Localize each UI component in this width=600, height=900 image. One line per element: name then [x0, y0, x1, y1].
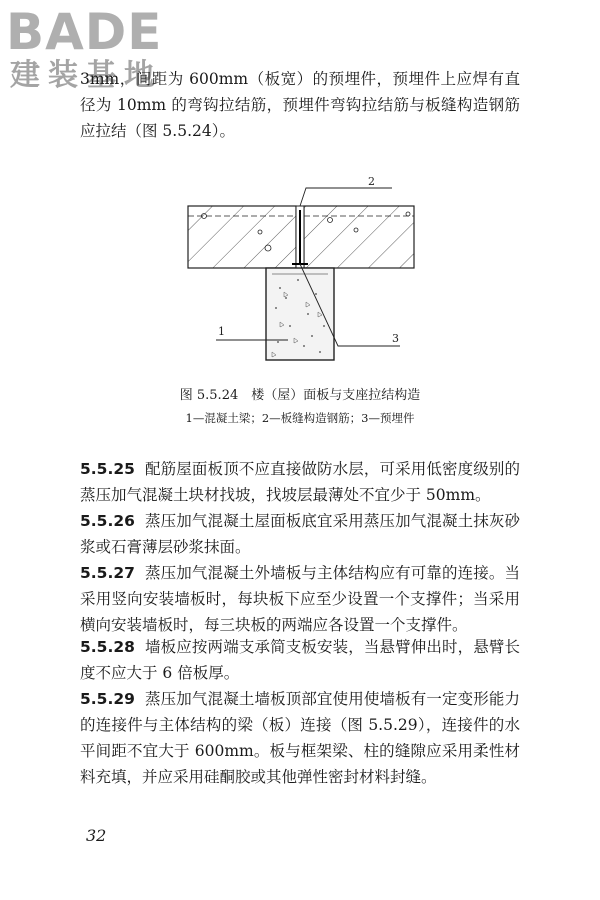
page-number: 32 — [86, 826, 107, 845]
clause-text: 蒸压加气混凝土墙板顶部宜使用使墙板有一定变形能力的连接件与主体结构的梁（板）连接（图 5.5.29），连接件的水平间距不宜大于 600mm。板与框架梁、柱的缝隙应采用柔性材料充填，并应采用硅酮胶或其他弹性密封材料封缝。 — [80, 690, 520, 786]
intro-paragraph: 3mm，间距为 600mm（板宽）的预埋件，预埋件上应焊有直径为 10mm 的弯钩拉结筋，预埋件弯钩拉结筋与板缝构造钢筋应拉结（图 5.5.24）。 — [80, 70, 520, 140]
watermark-brand: BADE — [6, 3, 163, 61]
clause-5-5-26 — [80, 508, 520, 560]
clause-5-5-29 — [80, 686, 520, 790]
clause-number: 5.5.28 — [80, 638, 135, 656]
clause-text: 蒸压加气混凝土屋面板底宜采用蒸压加气混凝土抹灰砂浆或石膏薄层砂浆抹面。 — [80, 512, 520, 556]
clause-number: 5.5.27 — [80, 564, 135, 582]
clause-text: 配筋屋面板顶不应直接做防水层，可采用低密度级别的蒸压加气混凝土块材找坡，找坡层最薄处不宜少于 50mm。 — [80, 460, 520, 504]
figure-label-1: 1 — [218, 325, 225, 338]
figure-label-2: 2 — [368, 176, 375, 188]
clause-number: 5.5.25 — [80, 460, 135, 478]
clause-5-5-25 — [80, 456, 520, 508]
concrete-beam — [266, 268, 334, 360]
left-slab — [188, 206, 296, 268]
figure-legend: 1—混凝土梁；2—板缝构造钢筋；3—预埋件 — [185, 411, 415, 425]
clause-5-5-28 — [80, 634, 520, 686]
clause-text: 墙板应按两端支承简支板安装，当悬臂伸出时，悬臂长度不应大于 6 倍板厚。 — [80, 638, 520, 682]
clause-number: 5.5.26 — [80, 512, 135, 530]
clause-5-5-27 — [80, 560, 520, 638]
right-slab — [304, 206, 414, 268]
figure-title: 图 5.5.24 楼（屋）面板与支座拉结构造 — [179, 388, 421, 403]
clause-number: 5.5.29 — [80, 690, 135, 708]
figure-label-3: 3 — [392, 332, 399, 345]
clause-text: 蒸压加气混凝土外墙板与主体结构应有可靠的连接。当采用竖向安装墙板时，每块板下应至少设置一个支撑件；当采用横向安装墙板时，每三块板的两端应各设置一个支撑件。 — [80, 564, 520, 634]
watermark-subtitle: 建装基地 — [10, 58, 162, 93]
figure-diagram — [180, 176, 420, 376]
